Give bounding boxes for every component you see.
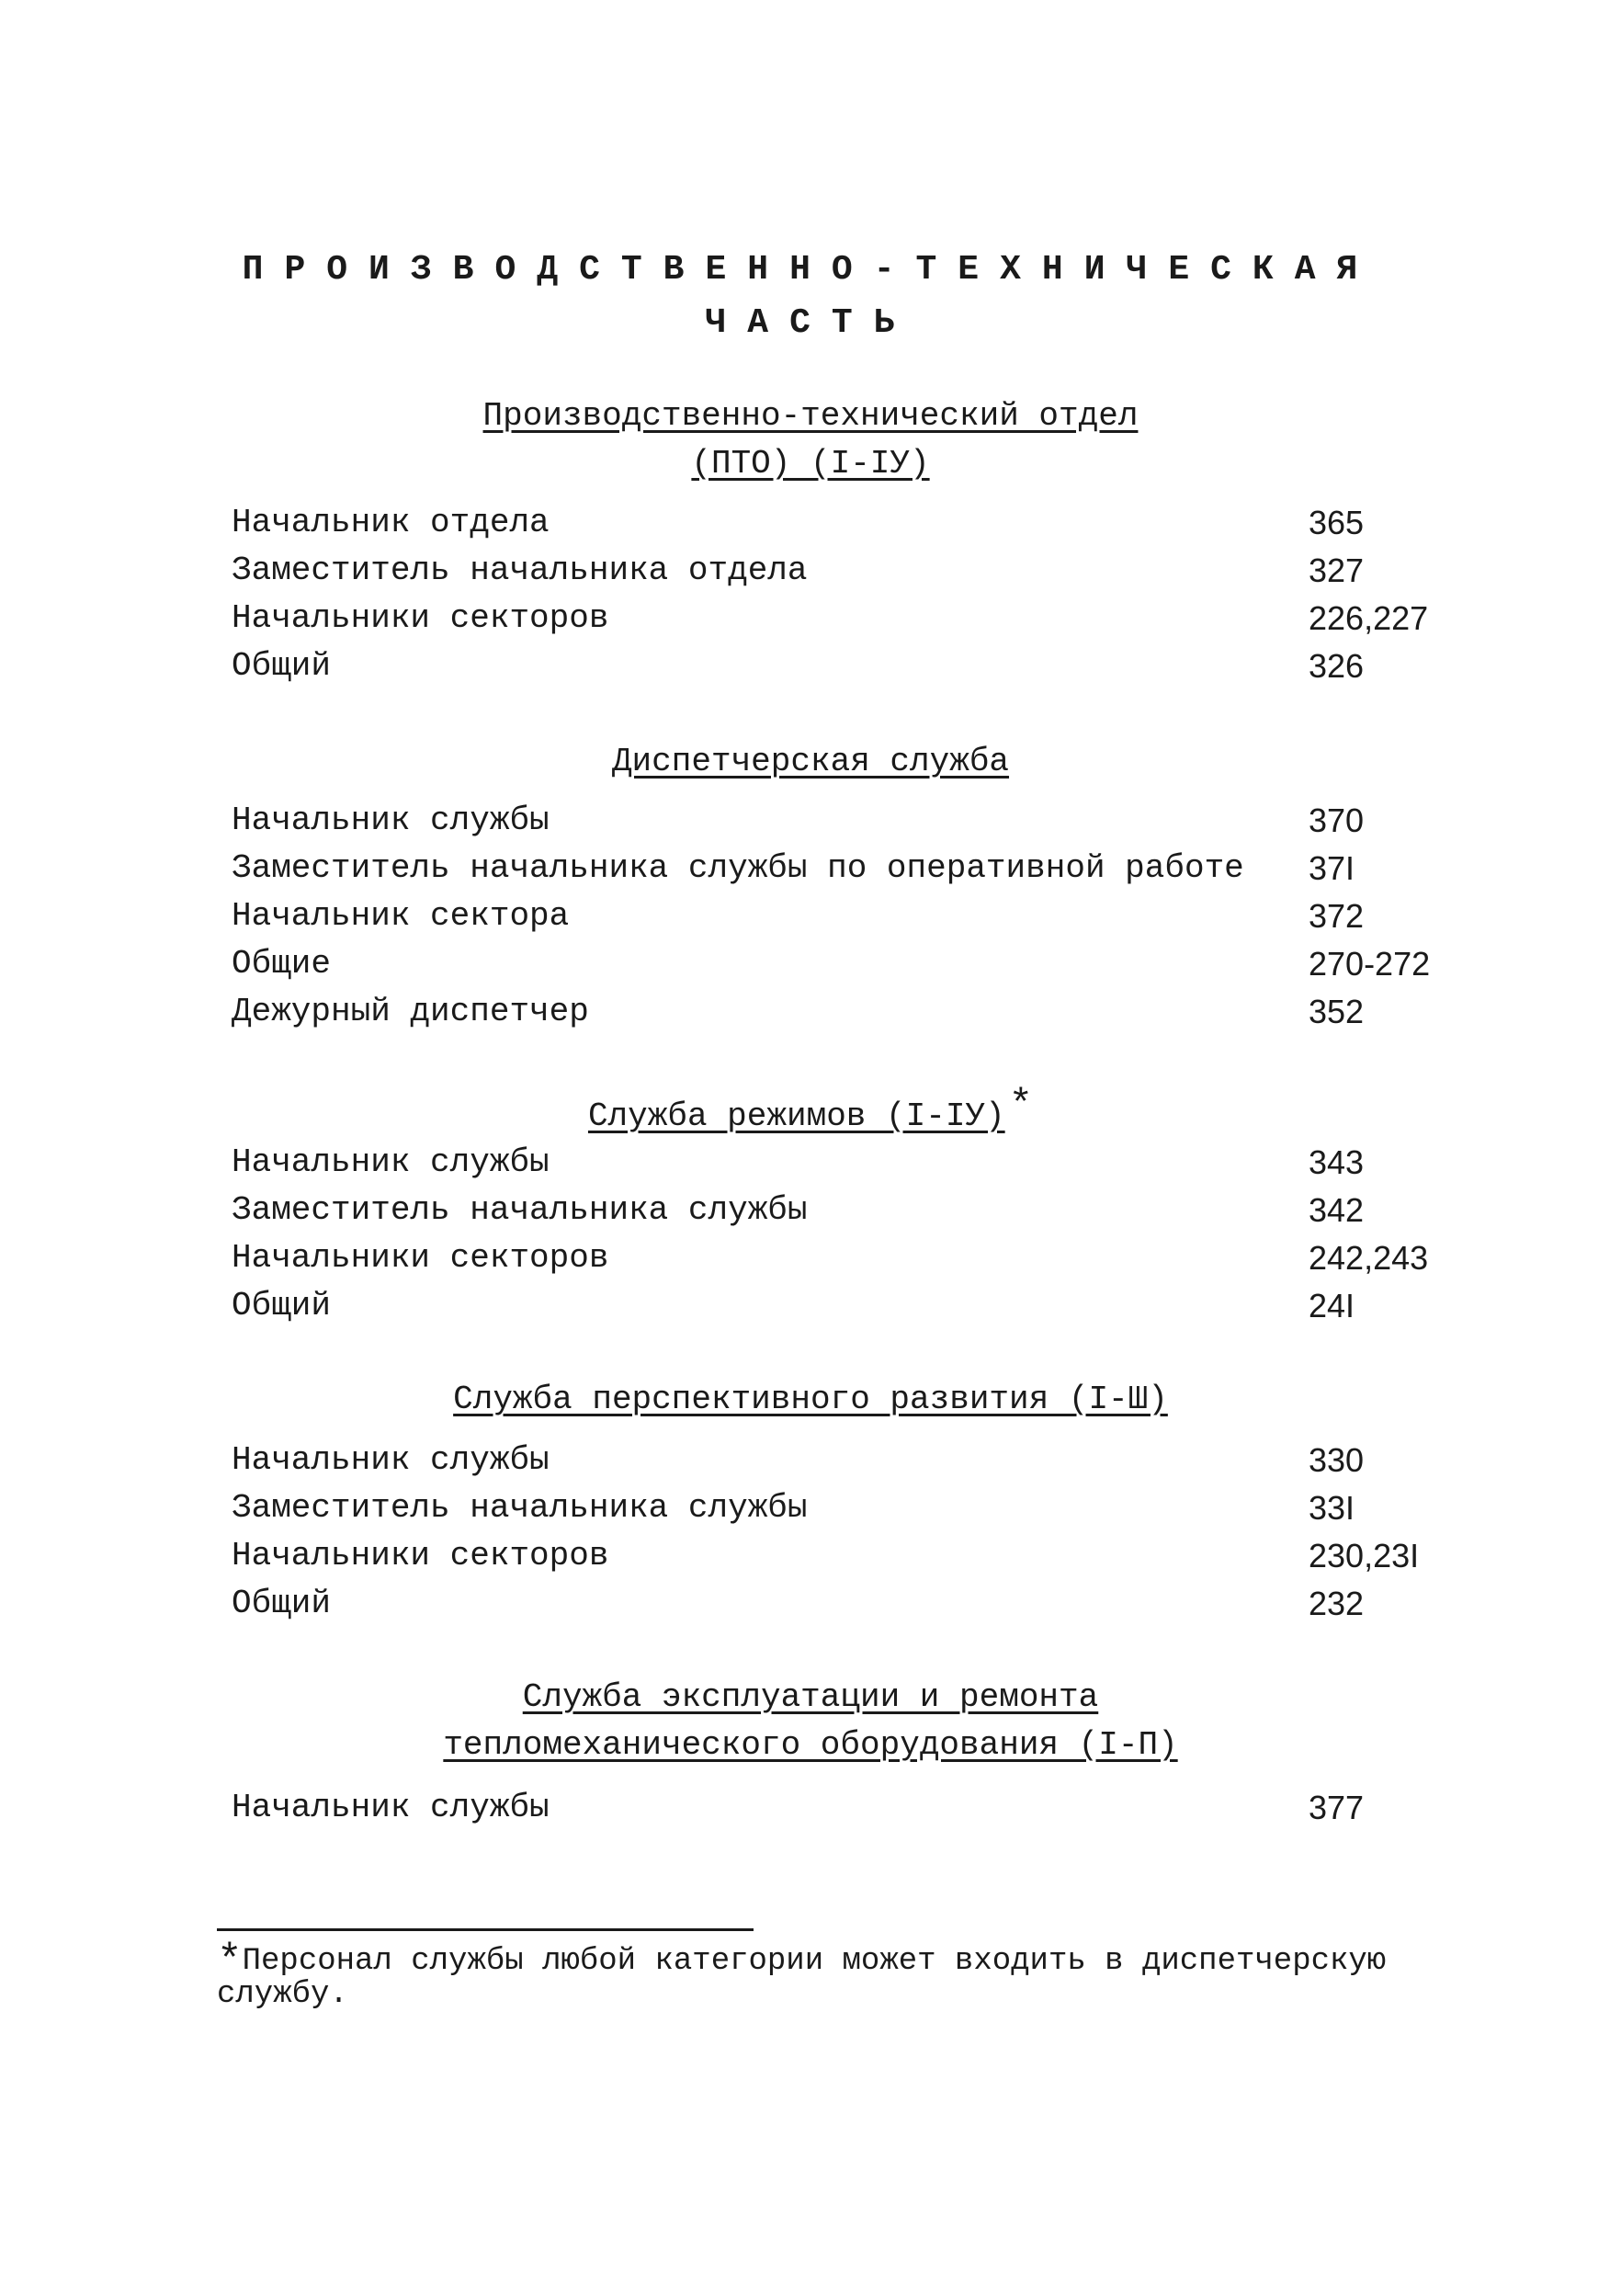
row-phone: 226,227 [1309,599,1429,637]
table-row [232,1489,1445,1535]
row-phone: 330 [1309,1441,1365,1479]
table-row [232,1789,1445,1835]
section-title-modes [0,1083,1621,1135]
row-label: Заместитель начальника службы по оперативной работе [232,849,1244,887]
table-row [232,1239,1445,1285]
row-phone: 342 [1309,1191,1365,1229]
table-row [232,897,1445,943]
row-label: Общий [232,1287,332,1324]
row-phone: 377 [1309,1789,1365,1826]
row-label: Дежурный диспетчер [232,993,589,1030]
section-title-dispatch: Диспетчерская служба [611,743,1010,780]
footnote-marker: * [1008,1083,1034,1129]
table-row [232,599,1445,645]
row-phone: 372 [1309,897,1365,935]
table-row [232,945,1445,991]
row-label: Начальники секторов [232,1537,609,1574]
row-phone: 352 [1309,993,1365,1030]
row-phone: 270-272 [1309,945,1431,983]
row-label: Начальники секторов [232,599,609,637]
row-label: Начальник службы [232,801,550,839]
row-phone: 230,23I [1309,1537,1420,1574]
section-title-development: Служба перспективного развития (I-Ш) [453,1381,1168,1418]
table-row [232,1537,1445,1583]
row-phone: 33I [1309,1489,1355,1527]
footnote [217,1938,1467,2012]
table-row [232,551,1445,597]
row-label: Начальник службы [232,1441,550,1479]
document-title-line2: ЧАСТЬ [705,303,916,343]
table-row [232,504,1445,550]
row-label: Общие [232,945,332,983]
row-label: Начальник службы [232,1789,550,1826]
table-row [232,849,1445,895]
row-label: Заместитель начальника службы [232,1191,808,1229]
row-phone: 365 [1309,504,1365,541]
row-phone: 232 [1309,1585,1365,1622]
row-phone: 242,243 [1309,1239,1429,1277]
table-row [232,993,1445,1039]
footnote-text: Персонал службы любой категории может входить в диспетчерскую службу. [217,1944,1387,2012]
row-phone: 326 [1309,647,1365,685]
row-label: Общий [232,1585,332,1622]
row-label: Общий [232,647,332,685]
row-phone: 343 [1309,1143,1365,1181]
section-title-maintenance-line2: тепломеханического оборудования (I-П) [443,1726,1178,1764]
table-row [232,801,1445,847]
row-label: Заместитель начальника службы [232,1489,808,1527]
row-phone: 327 [1309,551,1365,589]
row-phone: 24I [1309,1287,1355,1324]
section-title-pto-line2: (ПТО) (I-IУ) [691,445,930,483]
table-row [232,647,1445,693]
row-phone: 37I [1309,849,1355,887]
document-title-line1: ПРОИЗВОДСТВЕННО-ТЕХНИЧЕСКАЯ [242,250,1379,290]
section-title-maintenance-line1: Служба эксплуатации и ремонта [522,1678,1099,1716]
row-label: Начальник отдела [232,504,550,541]
row-phone: 370 [1309,801,1365,839]
footnote-divider [217,1928,754,1931]
row-label: Заместитель начальника отдела [232,551,808,589]
table-row [232,1287,1445,1333]
table-row [232,1441,1445,1487]
row-label: Начальники секторов [232,1239,609,1277]
table-row [232,1585,1445,1631]
section-title-modes-text: Служба режимов (I-IУ) [587,1097,1005,1135]
table-row [232,1143,1445,1189]
table-row [232,1191,1445,1237]
row-label: Начальник службы [232,1143,550,1181]
footnote-marker: * [217,1938,243,1985]
section-title-pto-line1: Производственно-технический отдел [482,397,1139,435]
row-label: Начальник сектора [232,897,570,935]
